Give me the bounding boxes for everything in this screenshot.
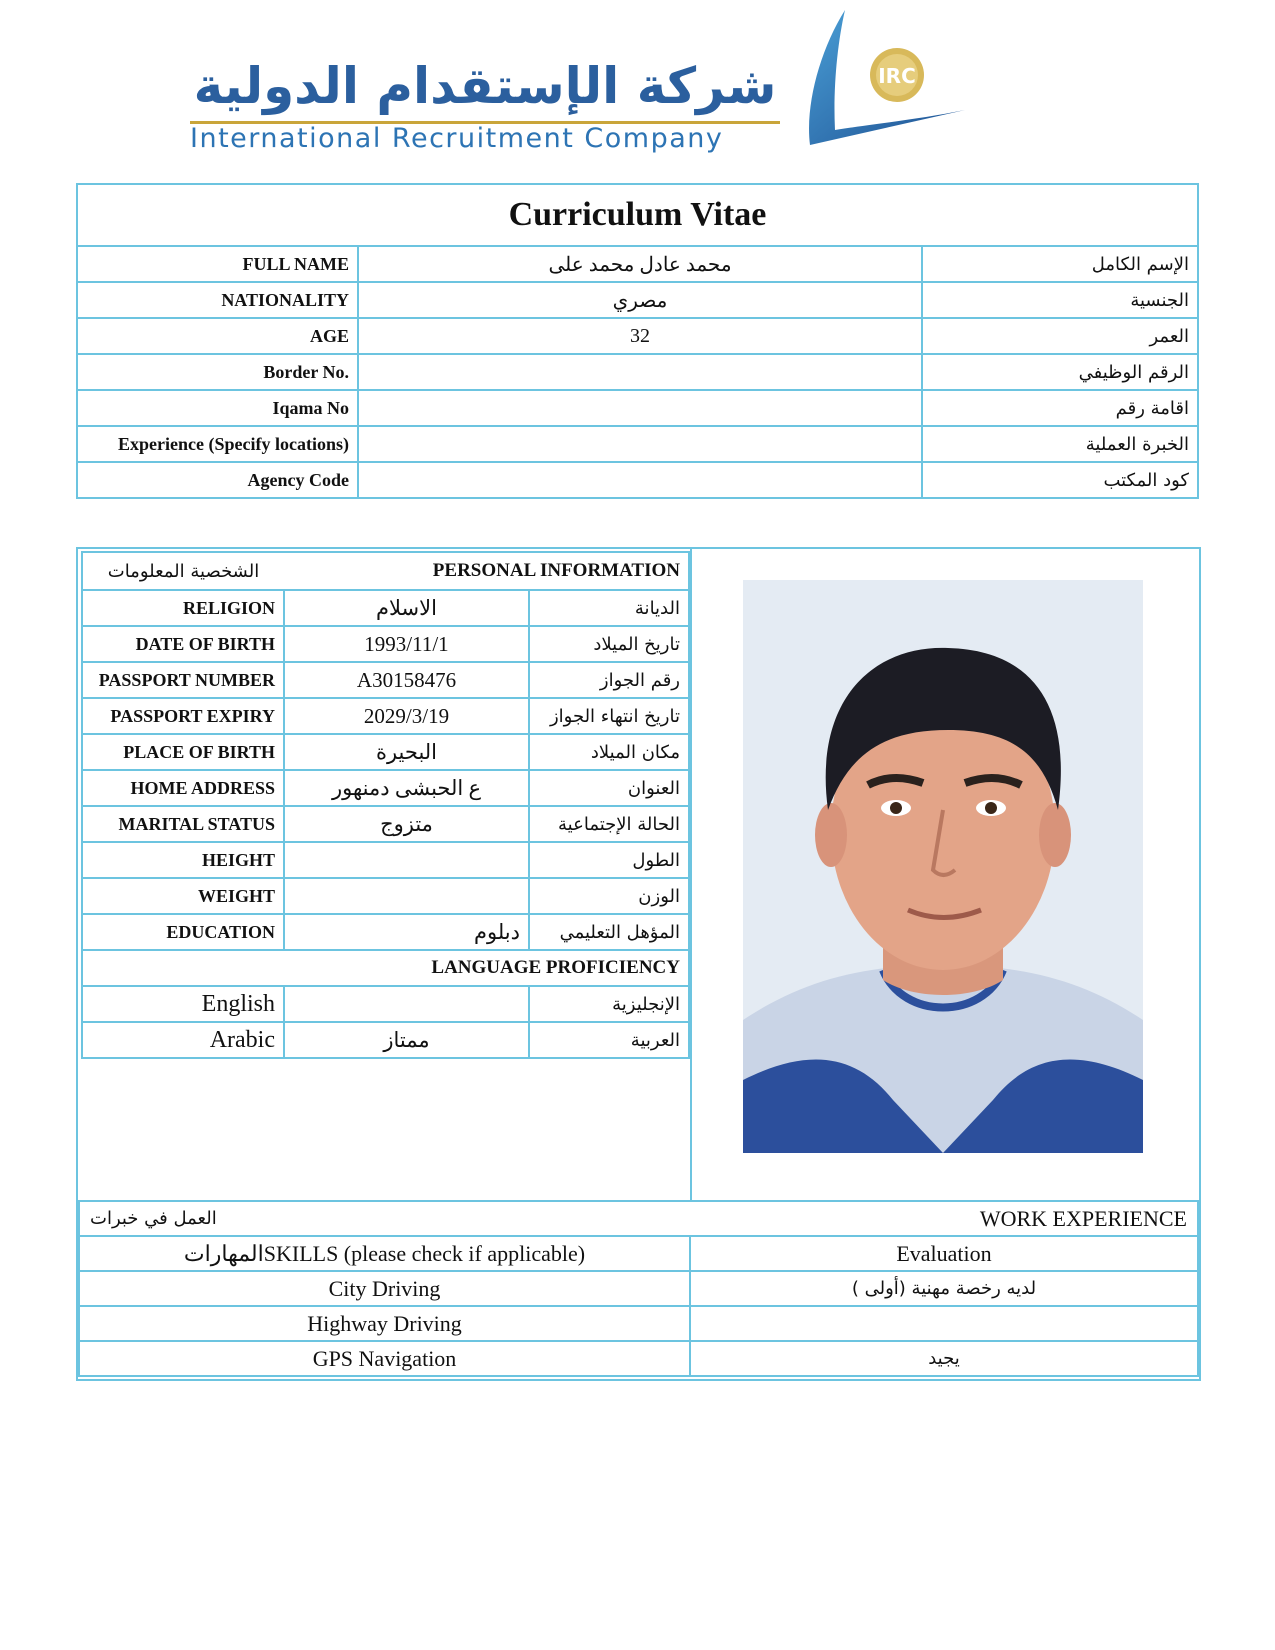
pi-value: دبلوم	[284, 914, 529, 950]
pi-label-ar: الوزن	[529, 878, 689, 914]
cv-row-age	[77, 318, 1198, 354]
pi-label-en: RELIGION	[82, 590, 284, 626]
cv-row-iqama-no	[77, 390, 1198, 426]
cv-value	[358, 354, 922, 390]
pi-label-ar: العنوان	[529, 770, 689, 806]
cv-value	[358, 462, 922, 498]
cv-label-ar: كود المكتب	[922, 462, 1198, 498]
skill-name: Highway Driving	[79, 1306, 690, 1341]
cv-title: Curriculum Vitae	[77, 184, 1198, 246]
cv-row-experience	[77, 426, 1198, 462]
cv-summary-table	[76, 183, 1199, 499]
pi-row-height	[82, 842, 689, 878]
logo-arabic-name: شركة الإستقدام الدولية	[193, 57, 777, 115]
cv-label-en: Border No.	[77, 354, 358, 390]
pi-label-en: EDUCATION	[82, 914, 284, 950]
pi-label-ar: رقم الجواز	[529, 662, 689, 698]
company-logo	[185, 5, 1015, 165]
pi-label-en: PASSPORT EXPIRY	[82, 698, 284, 734]
skill-row-city-driving	[79, 1271, 1198, 1306]
pi-label-ar: الديانة	[529, 590, 689, 626]
cv-row-border-no	[77, 354, 1198, 390]
pi-value: 2029/3/19	[284, 698, 529, 734]
pi-row-education	[82, 914, 689, 950]
logo-mark-icon	[795, 5, 1015, 165]
pi-label-en: PLACE OF BIRTH	[82, 734, 284, 770]
pi-value: A30158476	[284, 662, 529, 698]
skills-header: المهاراتSKILLS (please check if applicable)	[79, 1236, 690, 1271]
personal-info-table	[81, 551, 690, 1059]
skill-evaluation	[690, 1306, 1198, 1341]
cv-label-ar: الخبرة العملية	[922, 426, 1198, 462]
work-heading-en: WORK EXPERIENCE	[690, 1201, 1198, 1236]
pi-value: متزوج	[284, 806, 529, 842]
skill-row-gps-navigation	[79, 1341, 1198, 1376]
skill-row-highway-driving	[79, 1306, 1198, 1341]
pi-label-ar: المؤهل التعليمي	[529, 914, 689, 950]
applicant-photo	[743, 580, 1143, 1153]
pi-label-en: MARITAL STATUS	[82, 806, 284, 842]
pi-value: البحيرة	[284, 734, 529, 770]
cv-label-ar: الإسم الكامل	[922, 246, 1198, 282]
skills-header-row	[79, 1236, 1198, 1271]
pi-row-date-of-birth	[82, 626, 689, 662]
cv-label-ar: العمر	[922, 318, 1198, 354]
cv-row-nationality	[77, 282, 1198, 318]
pi-label-ar: تاريخ انتهاء الجواز	[529, 698, 689, 734]
cv-label-ar: اقامة رقم	[922, 390, 1198, 426]
language-heading: LANGUAGE PROFICIENCY	[82, 950, 689, 986]
pi-value: ع الحبشى دمنهور	[284, 770, 529, 806]
skill-evaluation: لديه رخصة مهنية (أولى )	[690, 1271, 1198, 1306]
pi-value: الاسلام	[284, 590, 529, 626]
pi-label-en: HOME ADDRESS	[82, 770, 284, 806]
cv-label-en: Iqama No	[77, 390, 358, 426]
details-frame	[76, 547, 1201, 1381]
lang-label-en: English	[82, 986, 284, 1022]
lang-label-en: Arabic	[82, 1022, 284, 1058]
cv-row-full-name	[77, 246, 1198, 282]
pi-label-en: WEIGHT	[82, 878, 284, 914]
personal-info-heading-ar: الشخصية المعلومات	[82, 552, 284, 590]
logo-english-name: International Recruitment Company	[190, 123, 724, 154]
cv-label-en: FULL NAME	[77, 246, 358, 282]
pi-row-marital-status	[82, 806, 689, 842]
pi-row-place-of-birth	[82, 734, 689, 770]
pi-row-passport-number	[82, 662, 689, 698]
pi-label-ar: الطول	[529, 842, 689, 878]
logo-mark-text: IRC	[878, 64, 916, 88]
cv-row-agency-code	[77, 462, 1198, 498]
pi-label-en: PASSPORT NUMBER	[82, 662, 284, 698]
skill-evaluation: يجيد	[690, 1341, 1198, 1376]
pi-label-ar: مكان الميلاد	[529, 734, 689, 770]
lang-value	[284, 986, 529, 1022]
cv-label-en: Experience (Specify locations)	[77, 426, 358, 462]
skill-name: GPS Navigation	[79, 1341, 690, 1376]
work-heading-row	[79, 1201, 1198, 1236]
lang-label-ar: العربية	[529, 1022, 689, 1058]
personal-info-heading-en: PERSONAL INFORMATION	[284, 552, 689, 590]
language-heading-row	[82, 950, 689, 986]
evaluation-header: Evaluation	[690, 1236, 1198, 1271]
cv-value: محمد عادل محمد على	[358, 246, 922, 282]
skill-name: City Driving	[79, 1271, 690, 1306]
cv-value: مصري	[358, 282, 922, 318]
pi-label-en: DATE OF BIRTH	[82, 626, 284, 662]
cv-label-en: Agency Code	[77, 462, 358, 498]
pi-row-weight	[82, 878, 689, 914]
cv-label-ar: الجنسية	[922, 282, 1198, 318]
pi-row-home-address	[82, 770, 689, 806]
column-divider	[690, 549, 692, 1200]
cv-value	[358, 390, 922, 426]
pi-value	[284, 878, 529, 914]
lang-row-english	[82, 986, 689, 1022]
pi-label-en: HEIGHT	[82, 842, 284, 878]
cv-label-ar: الرقم الوظيفي	[922, 354, 1198, 390]
pi-row-passport-expiry	[82, 698, 689, 734]
pi-row-religion	[82, 590, 689, 626]
lang-row-arabic	[82, 1022, 689, 1058]
lang-label-ar: الإنجليزية	[529, 986, 689, 1022]
work-experience-table	[78, 1200, 1199, 1377]
cv-value: 32	[358, 318, 922, 354]
pi-value: 1993/11/1	[284, 626, 529, 662]
pi-label-ar: الحالة الإجتماعية	[529, 806, 689, 842]
pi-value	[284, 842, 529, 878]
pi-label-ar: تاريخ الميلاد	[529, 626, 689, 662]
cv-value	[358, 426, 922, 462]
lang-value: ممتاز	[284, 1022, 529, 1058]
cv-label-en: AGE	[77, 318, 358, 354]
personal-info-heading-row	[82, 552, 689, 590]
cv-label-en: NATIONALITY	[77, 282, 358, 318]
work-heading-ar: العمل في خبرات	[79, 1201, 690, 1236]
